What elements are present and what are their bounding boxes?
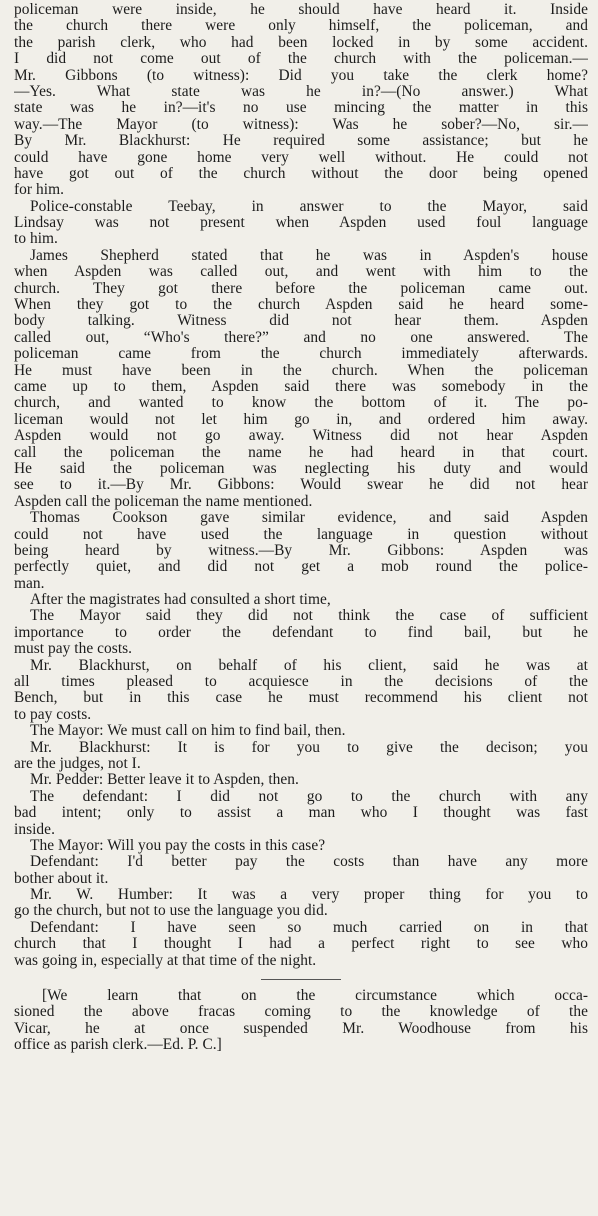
text-line: for him.	[14, 182, 64, 199]
article-body	[14, 2, 588, 969]
text-line: way.—The Mayor (to witness): Was he sober?—No, sir.—	[14, 116, 588, 133]
text-line: church that I thought I had a perfect right to see who	[14, 936, 588, 953]
text-line: By Mr. Blackhurst: He required some assistance; but he	[14, 133, 588, 150]
paragraph-start: Mr. Pedder: Better leave it to Aspden, then.	[30, 772, 299, 789]
text-line: Aspden would not go away. Witness did not hear Aspden	[14, 428, 588, 445]
text-line: He must have been in the church. When the policeman	[14, 362, 588, 379]
text-line: perfectly quiet, and did not get a mob round the police-	[14, 559, 588, 576]
note-line: sioned the above fracas coming to the knowledge of the	[14, 1004, 588, 1021]
text-line: Lindsay was not present when Aspden used foul language	[14, 215, 588, 232]
text-line: call the policeman the name he had heard in that court.	[14, 444, 588, 461]
text-line: must pay the costs.	[14, 641, 133, 658]
paragraph-start: Mr. W. Humber: It was a very proper thing for you to	[30, 887, 588, 904]
text-line: When they got to the church Aspden said he heard some-	[14, 297, 588, 314]
text-line: —Yes. What state was he in?—(No answer.) What	[14, 83, 588, 100]
text-line: Aspden call the policeman the name mentioned.	[14, 493, 313, 510]
text-line: all times pleased to acquiesce in the decisions of the	[14, 674, 588, 691]
text-line: church, and wanted to know the bottom of it. The po-	[14, 395, 588, 412]
paragraph-start: Police-constable Teebay, in answer to the Mayor, said	[30, 198, 588, 215]
text-line: I did not come out of the church with the policeman.—	[14, 51, 588, 68]
text-line: body talking. Witness did not hear them. Aspden	[14, 313, 588, 330]
text-line: man.	[14, 575, 45, 592]
text-line: policeman came from the church immediately afterwards.	[14, 346, 588, 363]
text-line: was going in, especially at that time of the night.	[14, 952, 317, 969]
text-line: see to it.—By Mr. Gibbons: Would swear he did not hear	[14, 477, 588, 494]
paragraph-start: The Mayor: Will you pay the costs in this case?	[30, 837, 326, 854]
text-line: the parish clerk, who had been locked in by some accident.	[14, 34, 588, 51]
text-line: Mr. Gibbons (to witness): Did you take the clerk home?	[14, 67, 588, 84]
text-line: go the church, but not to use the language you did.	[14, 903, 328, 920]
text-line: could not have used the language in question without	[14, 526, 588, 543]
paragraph-start: Defendant: I have seen so much carried on in that	[30, 919, 588, 936]
text-line: bad intent; only to assist a man who I thought was fast	[14, 805, 588, 822]
paragraph-start: Mr. Blackhurst, on behalf of his client, said he was at	[30, 657, 588, 674]
editor-note	[14, 988, 588, 1054]
paragraph-start: James Shepherd stated that he was in Aspden's house	[30, 247, 588, 264]
text-line: state was he in?—it's no use mincing the matter in this	[14, 100, 588, 117]
text-line: He said the policeman was neglecting his duty and would	[14, 460, 588, 477]
paragraph-start: The Mayor said they did not think the case of sufficient	[30, 608, 588, 625]
paragraph-start: The defendant: I did not go to the church with any	[30, 788, 588, 805]
text-line: Bench, but in this case he must recommend his client not	[14, 690, 588, 707]
text-line: the church there were only himself, the policeman, and	[14, 18, 588, 35]
paragraph-start: The Mayor: We must call on him to find bail, then.	[30, 723, 346, 740]
text-line: called out, “Who's there?” and no one answered. The	[14, 329, 588, 346]
text-line: have got out of the church without the door being opened	[14, 165, 588, 182]
text-line: being heard by witness.—By Mr. Gibbons: Aspden was	[14, 542, 588, 559]
text-line: could have gone home very well without. He could not	[14, 149, 588, 166]
text-line: liceman would not let him go in, and ordered him away.	[14, 411, 588, 428]
text-line: when Aspden was called out, and went with him to the	[14, 264, 588, 281]
text-line: to him.	[14, 231, 58, 248]
note-line: office as parish clerk.—Ed. P. C.]	[14, 1037, 222, 1054]
text-line: are the judges, not I.	[14, 755, 141, 772]
text-line: church. They got there before the policeman came out.	[14, 280, 588, 297]
text-line: came up to them, Aspden said there was somebody in the	[14, 378, 588, 395]
text-line: bother about it.	[14, 870, 109, 887]
note-line: [We learn that on the circumstance which occa-	[42, 988, 588, 1005]
paragraph-start: Thomas Cookson gave similar evidence, and said Aspden	[30, 510, 588, 527]
text-line: policeman were inside, he should have heard it. Inside	[14, 2, 588, 18]
text-line: importance to order the defendant to find bail, but he	[14, 624, 588, 641]
text-line: inside.	[14, 821, 55, 838]
text-line: to pay costs.	[14, 706, 92, 723]
note-line: Vicar, he at once suspended Mr. Woodhouse from his	[14, 1020, 588, 1037]
paragraph-start: Mr. Blackhurst: It is for you to give the decison; you	[30, 739, 588, 756]
paragraph-start: Defendant: I'd better pay the costs than have any more	[30, 854, 588, 871]
section-divider	[261, 979, 341, 980]
paragraph-start: After the magistrates had consulted a short time,	[30, 592, 331, 609]
